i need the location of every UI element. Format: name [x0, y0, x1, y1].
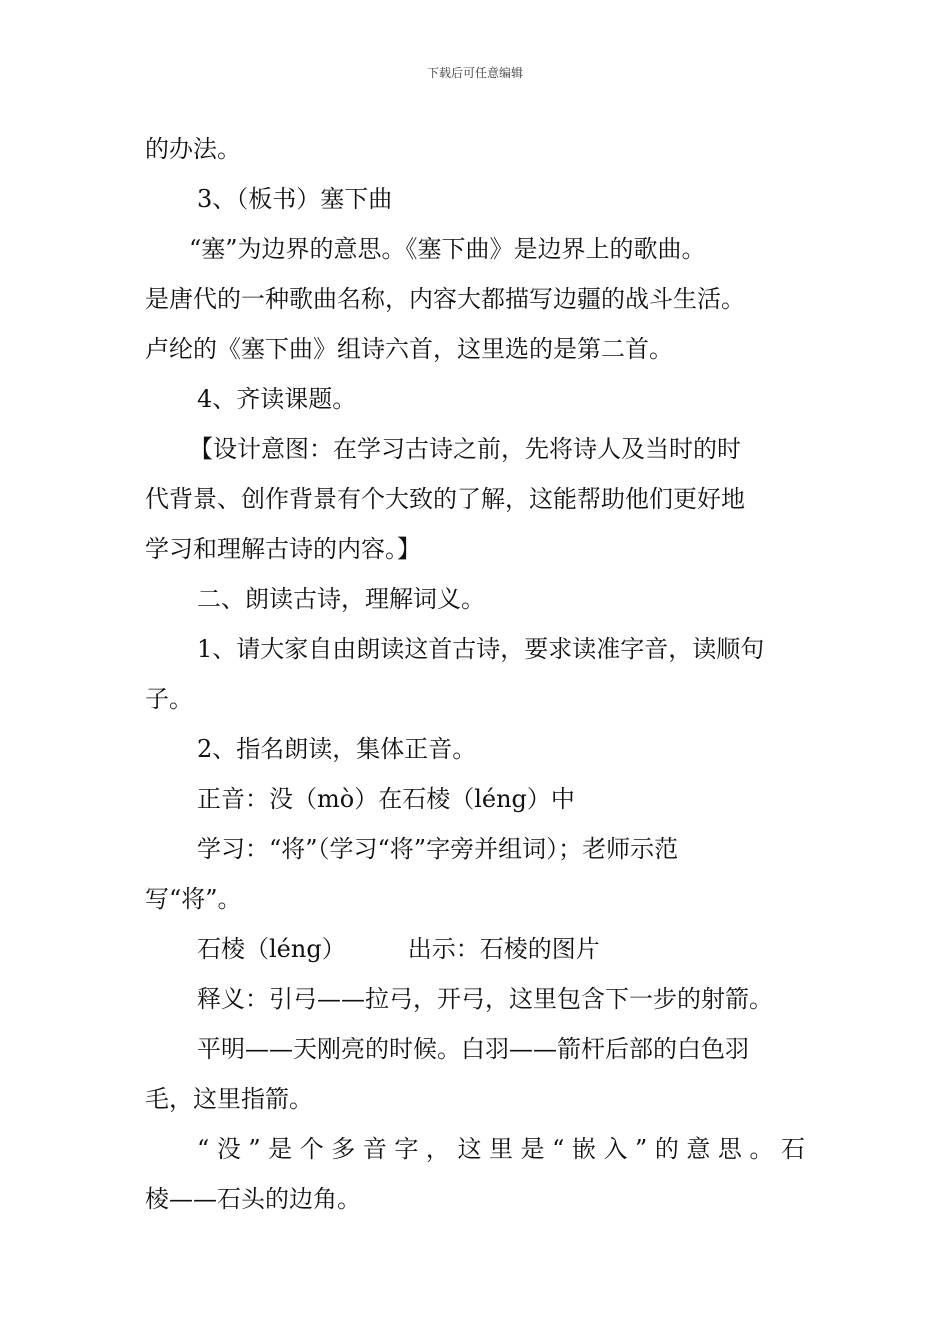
design-intent-line: 代背景、创作背景有个大致的了解，这能帮助他们更好地: [145, 485, 745, 513]
document-body: [145, 124, 805, 1224]
definition-line: 平明——天刚亮的时候。白羽——箭杆后部的白色羽: [197, 1035, 749, 1063]
definition-line: 释义：引弓——拉弓，开弓，这里包含下一步的射箭。: [197, 985, 773, 1013]
paragraph-line: 是唐代的一种歌曲名称，内容大都描写边疆的战斗生活。: [145, 285, 745, 313]
pronunciation-line: 正音：没（mò）在石棱（léng）中: [197, 785, 575, 813]
paragraph-line: 1、请大家自由朗读这首古诗，要求读准字音，读顺句: [197, 635, 765, 663]
paragraph-line: “塞”为边界的意思。《塞下曲》是边界上的歌曲。: [189, 235, 706, 263]
definition-line: “没”是个多音字，这里是“嵌入”的意思。石: [197, 1135, 805, 1163]
definition-line: 毛，这里指箭。: [145, 1085, 313, 1113]
definition-line: 棱——石头的边角。: [145, 1185, 361, 1213]
section-heading: 4、齐读课题。: [197, 385, 357, 413]
paragraph-line: 学习：“将”（学习“将”字旁并组词）；老师示范: [197, 835, 679, 863]
vocab-term: 石棱（léng）: [197, 935, 346, 963]
paragraph-line: 子。: [145, 685, 193, 713]
design-intent-line: 【设计意图：在学习古诗之前，先将诗人及当时的时: [189, 435, 741, 463]
section-heading: 3、（板书）塞下曲: [197, 185, 393, 213]
vocab-line: [145, 924, 805, 974]
paragraph-line: 卢纶的《塞下曲》组诗六首，这里选的是第二首。: [145, 335, 673, 363]
section-heading: 二、朗读古诗，理解词义。: [197, 585, 485, 613]
paragraph-line: 写“将”。: [145, 885, 242, 913]
vocab-display-note: 出示：石棱的图片: [407, 935, 600, 963]
page-header: 下载后可任意编辑: [426, 66, 523, 80]
design-intent-line: 学习和理解古诗的内容。】: [145, 535, 421, 563]
paragraph-line: 的办法。: [145, 135, 241, 163]
paragraph-line: 2、指名朗读，集体正音。: [197, 735, 477, 763]
